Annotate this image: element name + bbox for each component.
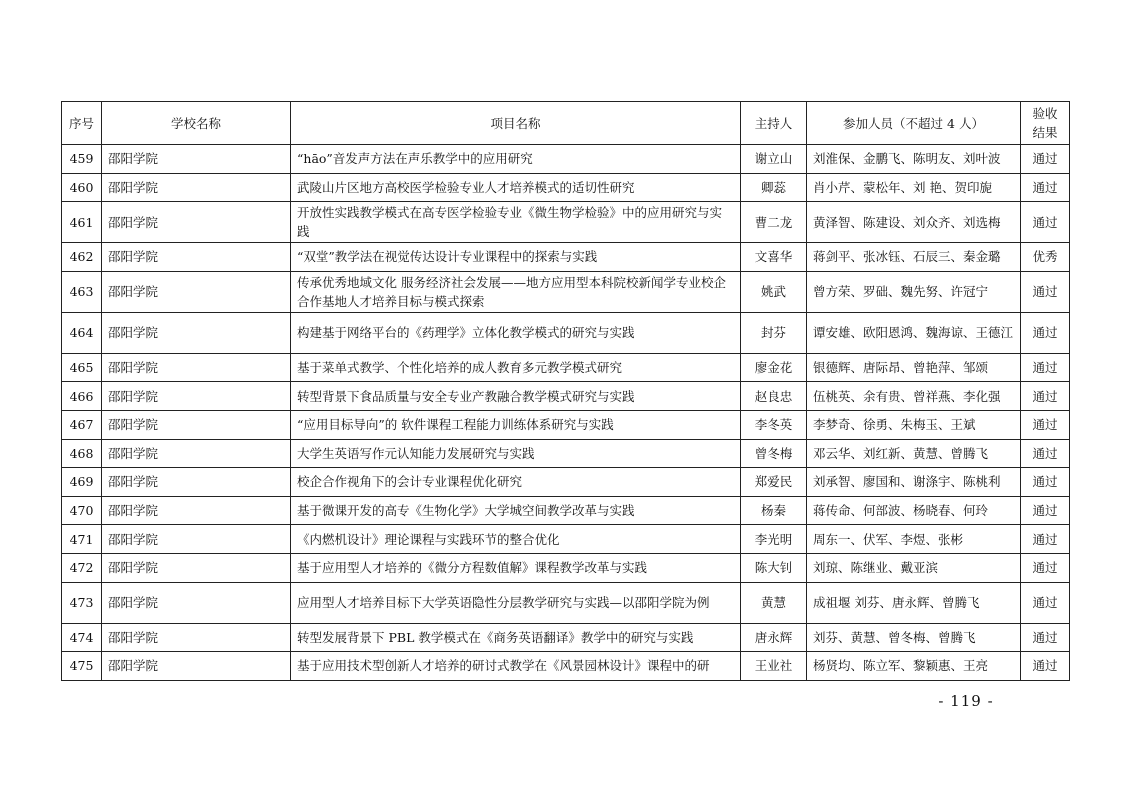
cell-school: 邵阳学院 [102, 496, 291, 525]
cell-host: 谢立山 [741, 145, 807, 174]
cell-school: 邵阳学院 [102, 553, 291, 582]
cell-members: 谭安雄、欧阳恩鸿、魏海谅、王德江 [807, 312, 1021, 353]
cell-school: 邵阳学院 [102, 353, 291, 382]
table-row [62, 353, 1070, 382]
cell-result: 通过 [1021, 468, 1070, 497]
cell-result: 通过 [1021, 496, 1070, 525]
cell-host: 曾冬梅 [741, 439, 807, 468]
cell-members: 银德辉、唐际昂、曾艳萍、邹颂 [807, 353, 1021, 382]
cell-members: 周东一、伏军、李煜、张彬 [807, 525, 1021, 554]
table-row [62, 525, 1070, 554]
table-row [62, 623, 1070, 652]
cell-host: 李光明 [741, 525, 807, 554]
cell-project: 转型背景下食品质量与安全专业产教融合教学模式研究与实践 [291, 382, 741, 411]
header-project: 项目名称 [291, 102, 741, 145]
cell-num: 459 [62, 145, 102, 174]
cell-project: “双堂”教学法在视觉传达设计专业课程中的探索与实践 [291, 243, 741, 272]
cell-project: “应用目标导向”的 软件课程工程能力训练体系研究与实践 [291, 410, 741, 439]
cell-members: 刘承智、廖国和、谢涤宇、陈桃利 [807, 468, 1021, 497]
table-row [62, 553, 1070, 582]
cell-host: 杨秦 [741, 496, 807, 525]
table-row [62, 202, 1070, 243]
table-row [62, 382, 1070, 411]
page-number: - 119 - [938, 692, 994, 710]
cell-host: 封芬 [741, 312, 807, 353]
cell-members: 蒋剑平、张冰钰、石辰三、秦金璐 [807, 243, 1021, 272]
cell-result: 通过 [1021, 439, 1070, 468]
cell-project: “hāo”音发声方法在声乐教学中的应用研究 [291, 145, 741, 174]
cell-host: 陈大钊 [741, 553, 807, 582]
cell-school: 邵阳学院 [102, 652, 291, 681]
cell-school: 邵阳学院 [102, 382, 291, 411]
cell-project: 基于微课开发的高专《生物化学》大学城空间教学改革与实践 [291, 496, 741, 525]
cell-host: 廖金花 [741, 353, 807, 382]
cell-project: 应用型人才培养目标下大学英语隐性分层教学研究与实践—以邵阳学院为例 [291, 582, 741, 623]
table-row [62, 243, 1070, 272]
cell-school: 邵阳学院 [102, 145, 291, 174]
cell-members: 杨贤均、陈立军、黎颖惠、王亮 [807, 652, 1021, 681]
cell-num: 473 [62, 582, 102, 623]
cell-num: 461 [62, 202, 102, 243]
table-row [62, 652, 1070, 681]
table-row [62, 145, 1070, 174]
cell-school: 邵阳学院 [102, 439, 291, 468]
cell-members: 刘琼、陈继业、戴亚滨 [807, 553, 1021, 582]
cell-result: 通过 [1021, 652, 1070, 681]
cell-result: 通过 [1021, 202, 1070, 243]
cell-result: 通过 [1021, 410, 1070, 439]
cell-result: 优秀 [1021, 243, 1070, 272]
cell-num: 462 [62, 243, 102, 272]
cell-host: 曹二龙 [741, 202, 807, 243]
cell-members: 曾方荣、罗础、魏先努、许冠宁 [807, 271, 1021, 312]
table-row [62, 271, 1070, 312]
cell-school: 邵阳学院 [102, 623, 291, 652]
cell-num: 463 [62, 271, 102, 312]
cell-host: 李冬英 [741, 410, 807, 439]
cell-school: 邵阳学院 [102, 468, 291, 497]
cell-result: 通过 [1021, 271, 1070, 312]
cell-project: 转型发展背景下 PBL 教学模式在《商务英语翻译》教学中的研究与实践 [291, 623, 741, 652]
cell-project: 《内燃机设计》理论课程与实践环节的整合优化 [291, 525, 741, 554]
header-members: 参加人员（不超过 4 人） [807, 102, 1021, 145]
table-row [62, 468, 1070, 497]
cell-members: 黄泽智、陈建设、刘众齐、刘选梅 [807, 202, 1021, 243]
cell-host: 黄慧 [741, 582, 807, 623]
cell-members: 肖小芹、蒙松年、刘 艳、贺印旎 [807, 173, 1021, 202]
cell-num: 465 [62, 353, 102, 382]
cell-num: 467 [62, 410, 102, 439]
table-row [62, 439, 1070, 468]
cell-members: 邓云华、刘红新、黄慧、曾腾飞 [807, 439, 1021, 468]
cell-num: 460 [62, 173, 102, 202]
cell-project: 基于应用型人才培养的《微分方程数值解》课程教学改革与实践 [291, 553, 741, 582]
cell-members: 成祖堰 刘芬、唐永辉、曾腾飞 [807, 582, 1021, 623]
header-result: 验收结果 [1021, 102, 1070, 145]
cell-host: 卿蕊 [741, 173, 807, 202]
cell-project: 校企合作视角下的会计专业课程优化研究 [291, 468, 741, 497]
cell-result: 通过 [1021, 623, 1070, 652]
cell-host: 郑爱民 [741, 468, 807, 497]
cell-num: 472 [62, 553, 102, 582]
cell-members: 李梦奇、徐勇、朱梅玉、王斌 [807, 410, 1021, 439]
cell-school: 邵阳学院 [102, 271, 291, 312]
cell-result: 通过 [1021, 382, 1070, 411]
header-school: 学校名称 [102, 102, 291, 145]
cell-project: 基于应用技术型创新人才培养的研讨式教学在《风景园林设计》课程中的研 [291, 652, 741, 681]
table-row [62, 410, 1070, 439]
cell-members: 刘芬、黄慧、曾冬梅、曾腾飞 [807, 623, 1021, 652]
cell-project: 构建基于网络平台的《药理学》立体化教学模式的研究与实践 [291, 312, 741, 353]
cell-school: 邵阳学院 [102, 582, 291, 623]
header-num: 序号 [62, 102, 102, 145]
cell-result: 通过 [1021, 553, 1070, 582]
table-row [62, 173, 1070, 202]
cell-num: 466 [62, 382, 102, 411]
cell-project: 武陵山片区地方高校医学检验专业人才培养模式的适切性研究 [291, 173, 741, 202]
table-row [62, 496, 1070, 525]
cell-result: 通过 [1021, 525, 1070, 554]
cell-host: 唐永辉 [741, 623, 807, 652]
cell-host: 姚武 [741, 271, 807, 312]
cell-members: 蒋传命、何部波、杨晓春、何玲 [807, 496, 1021, 525]
cell-num: 475 [62, 652, 102, 681]
cell-school: 邵阳学院 [102, 525, 291, 554]
cell-result: 通过 [1021, 312, 1070, 353]
table-row [62, 312, 1070, 353]
cell-host: 王业社 [741, 652, 807, 681]
cell-school: 邵阳学院 [102, 243, 291, 272]
cell-host: 文喜华 [741, 243, 807, 272]
cell-school: 邵阳学院 [102, 202, 291, 243]
header-host: 主持人 [741, 102, 807, 145]
table-row [62, 582, 1070, 623]
cell-num: 470 [62, 496, 102, 525]
cell-project: 大学生英语写作元认知能力发展研究与实践 [291, 439, 741, 468]
cell-num: 471 [62, 525, 102, 554]
cell-result: 通过 [1021, 173, 1070, 202]
cell-members: 刘淮保、金鹏飞、陈明友、刘叶波 [807, 145, 1021, 174]
cell-project: 传承优秀地域文化 服务经济社会发展——地方应用型本科院校新闻学专业校企合作基地人才培养目标与模式探索 [291, 271, 741, 312]
cell-members: 伍桃英、余有贵、曾祥燕、李化强 [807, 382, 1021, 411]
cell-school: 邵阳学院 [102, 312, 291, 353]
results-table [61, 101, 1070, 681]
cell-result: 通过 [1021, 145, 1070, 174]
cell-num: 468 [62, 439, 102, 468]
cell-result: 通过 [1021, 353, 1070, 382]
cell-project: 开放性实践教学模式在高专医学检验专业《微生物学检验》中的应用研究与实践 [291, 202, 741, 243]
cell-result: 通过 [1021, 582, 1070, 623]
cell-num: 464 [62, 312, 102, 353]
cell-school: 邵阳学院 [102, 410, 291, 439]
cell-num: 474 [62, 623, 102, 652]
table-header-row [62, 102, 1070, 145]
cell-num: 469 [62, 468, 102, 497]
cell-project: 基于菜单式教学、个性化培养的成人教育多元教学模式研究 [291, 353, 741, 382]
cell-school: 邵阳学院 [102, 173, 291, 202]
cell-host: 赵良忠 [741, 382, 807, 411]
